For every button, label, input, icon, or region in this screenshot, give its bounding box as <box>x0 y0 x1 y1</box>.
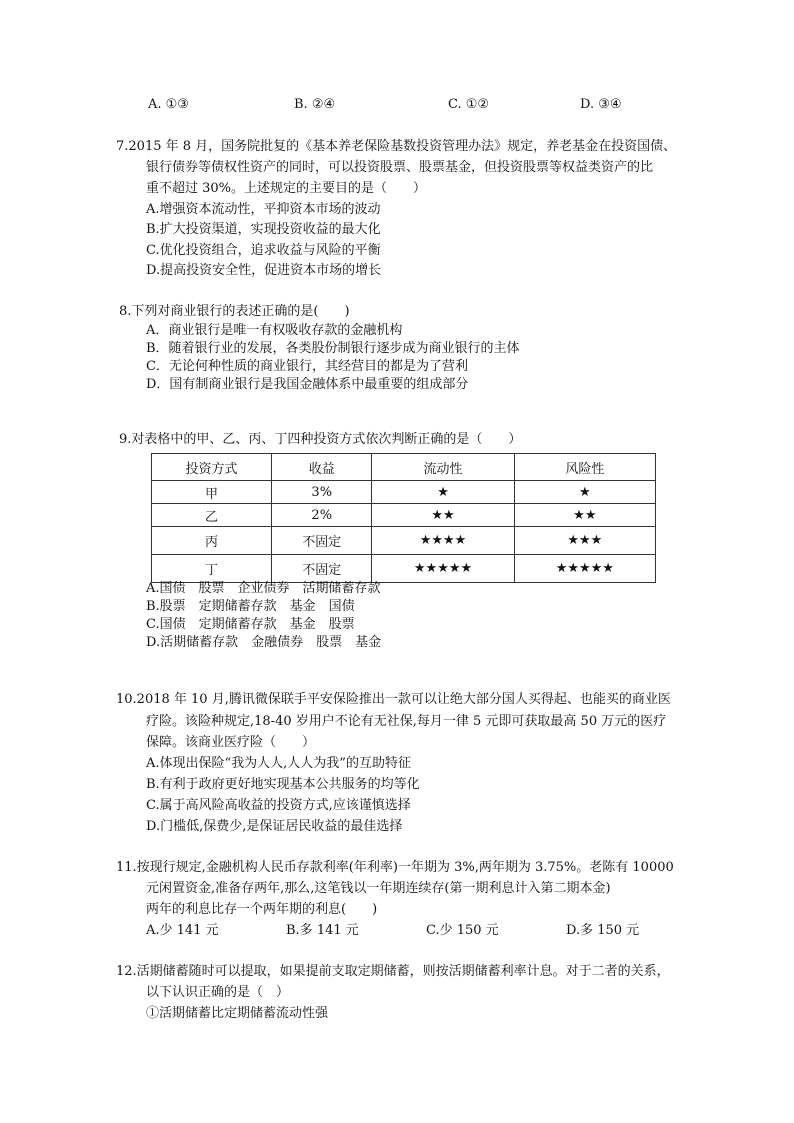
q7-option-d: D.提高投资安全性，促进资本市场的增长 <box>146 263 382 278</box>
q9-option-a: A.国债 股票 企业债券 活期储蓄存款 <box>146 581 381 596</box>
q11-option-d: D.多 150 元 <box>566 923 640 938</box>
q9-option-b: B.股票 定期储蓄存款 基金 国债 <box>146 599 355 614</box>
q8-option-b: B．随着银行业的发展，各类股份制银行逐步成为商业银行的主体 <box>146 341 520 356</box>
q7-stem-line-2: 银行债券等债权性资产的同时，可以投资股票、股票基金，但投资股票等权益类资产的比 <box>146 160 654 175</box>
table-cell: ★★ <box>514 504 655 527</box>
table-row <box>152 504 656 527</box>
q10-option-a: A.体现出保险“我为人人,人人为我”的互助特征 <box>146 756 411 771</box>
q11-stem-line-2: 元闲置资金,准备存两年,那么,这笔钱以一年期连续存(第一期利息计入第二期本金) <box>146 881 611 896</box>
q8-option-d: D．国有制商业银行是我国金融体系中最重要的组成部分 <box>146 377 469 392</box>
table-cell: 不固定 <box>272 555 372 583</box>
q10-stem-line-3: 保障。该商业医疗险（ ） <box>146 735 316 750</box>
table-cell: ★★★★ <box>372 527 514 555</box>
table-row <box>152 527 656 555</box>
table-header-row <box>152 454 656 481</box>
table-cell: ★ <box>514 481 655 504</box>
q10-stem-line-2: 疗险。该险种规定,18-40 岁用户不论有无社保,每月一律 5 元即可获取最高 50 万元的医疗 <box>146 714 667 729</box>
table-cell: 3% <box>272 481 372 504</box>
header-cell: 收益 <box>272 454 372 481</box>
table-cell: ★★★ <box>514 527 655 555</box>
q7-stem-line-3: 重不超过 30%。上述规定的主要目的是（ ） <box>146 181 427 196</box>
q6-option-c: C. ①② <box>448 97 490 112</box>
table-cell: ★ <box>372 481 514 504</box>
table-row <box>152 555 656 583</box>
q8-stem: 8.下列对商业银行的表述正确的是( ) <box>119 304 350 319</box>
table-row <box>152 481 656 504</box>
header-cell: 投资方式 <box>152 454 272 481</box>
q11-stem-line-3: 两年的利息比存一个两年期的利息( ) <box>146 902 378 917</box>
q6-option-a: A. ①③ <box>148 97 189 112</box>
q10-option-d: D.门槛低,保费少,是保证居民收益的最佳选择 <box>146 819 403 834</box>
table-cell: 丁 <box>152 555 272 583</box>
q8-option-c: C．无论何种性质的商业银行，其经营目的都是为了营利 <box>146 359 468 374</box>
q11-option-b: B.多 141 元 <box>286 923 359 938</box>
table-cell: 甲 <box>152 481 272 504</box>
q6-option-b: B. ②④ <box>294 97 336 112</box>
q11-option-c: C.少 150 元 <box>426 923 499 938</box>
table-cell: 不固定 <box>272 527 372 555</box>
q11-option-a: A.少 141 元 <box>146 923 219 938</box>
q7-option-c: C.优化投资组合，追求收益与风险的平衡 <box>146 243 381 258</box>
q8-option-a: A．商业银行是唯一有权吸收存款的金融机构 <box>146 323 403 338</box>
q7-stem-line-1: 7.2015 年 8 月，国务院批复的《基本养老保险基数投资管理办法》规定，养老基金在投资国债、 <box>116 139 677 154</box>
q10-option-c: C.属于高风险高收益的投资方式,应该谨慎选择 <box>146 798 411 813</box>
q10-stem-line-1: 10.2018 年 10 月,腾讯微保联手平安保险推出一款可以让绝大部分国人买得起、也能买的商业医 <box>116 692 671 707</box>
q11-stem-line-1: 11.按现行规定,金融机构人民币存款利率(年利率)一年期为 3%,两年期为 3.75%。老陈有 10000 <box>116 860 674 875</box>
table-cell: 2% <box>272 504 372 527</box>
q12-statement-1: ①活期储蓄比定期储蓄流动性强 <box>146 1006 329 1021</box>
header-cell: 流动性 <box>372 454 514 481</box>
table-cell: ★★★★★ <box>372 555 514 583</box>
q9-option-c: C.国债 定期储蓄存款 基金 股票 <box>146 617 355 632</box>
q7-option-b: B.扩大投资渠道，实现投资收益的最大化 <box>146 222 381 237</box>
investment-table <box>151 453 656 583</box>
q9-option-d: D.活期储蓄存款 金融债券 股票 基金 <box>146 635 382 650</box>
q6-option-d: D. ③④ <box>580 97 622 112</box>
table-cell: ★★★★★ <box>514 555 655 583</box>
q12-stem-line-2: 以下认识正确的是（ ） <box>146 985 290 1000</box>
q7-option-a: A.增强资本流动性，平抑资本市场的波动 <box>146 202 381 217</box>
header-cell: 风险性 <box>514 454 655 481</box>
table-cell: ★★ <box>372 504 514 527</box>
table-cell: 丙 <box>152 527 272 555</box>
table-cell: 乙 <box>152 504 272 527</box>
q10-option-b: B.有利于政府更好地实现基本公共服务的均等化 <box>146 777 420 792</box>
q12-stem-line-1: 12.活期储蓄随时可以提取，如果提前支取定期储蓄，则按活期储蓄利率计息。对于二者的关系， <box>116 964 670 979</box>
q9-stem: 9.对表格中的甲、乙、丙、丁四种投资方式依次判断正确的是（ ） <box>119 432 522 447</box>
